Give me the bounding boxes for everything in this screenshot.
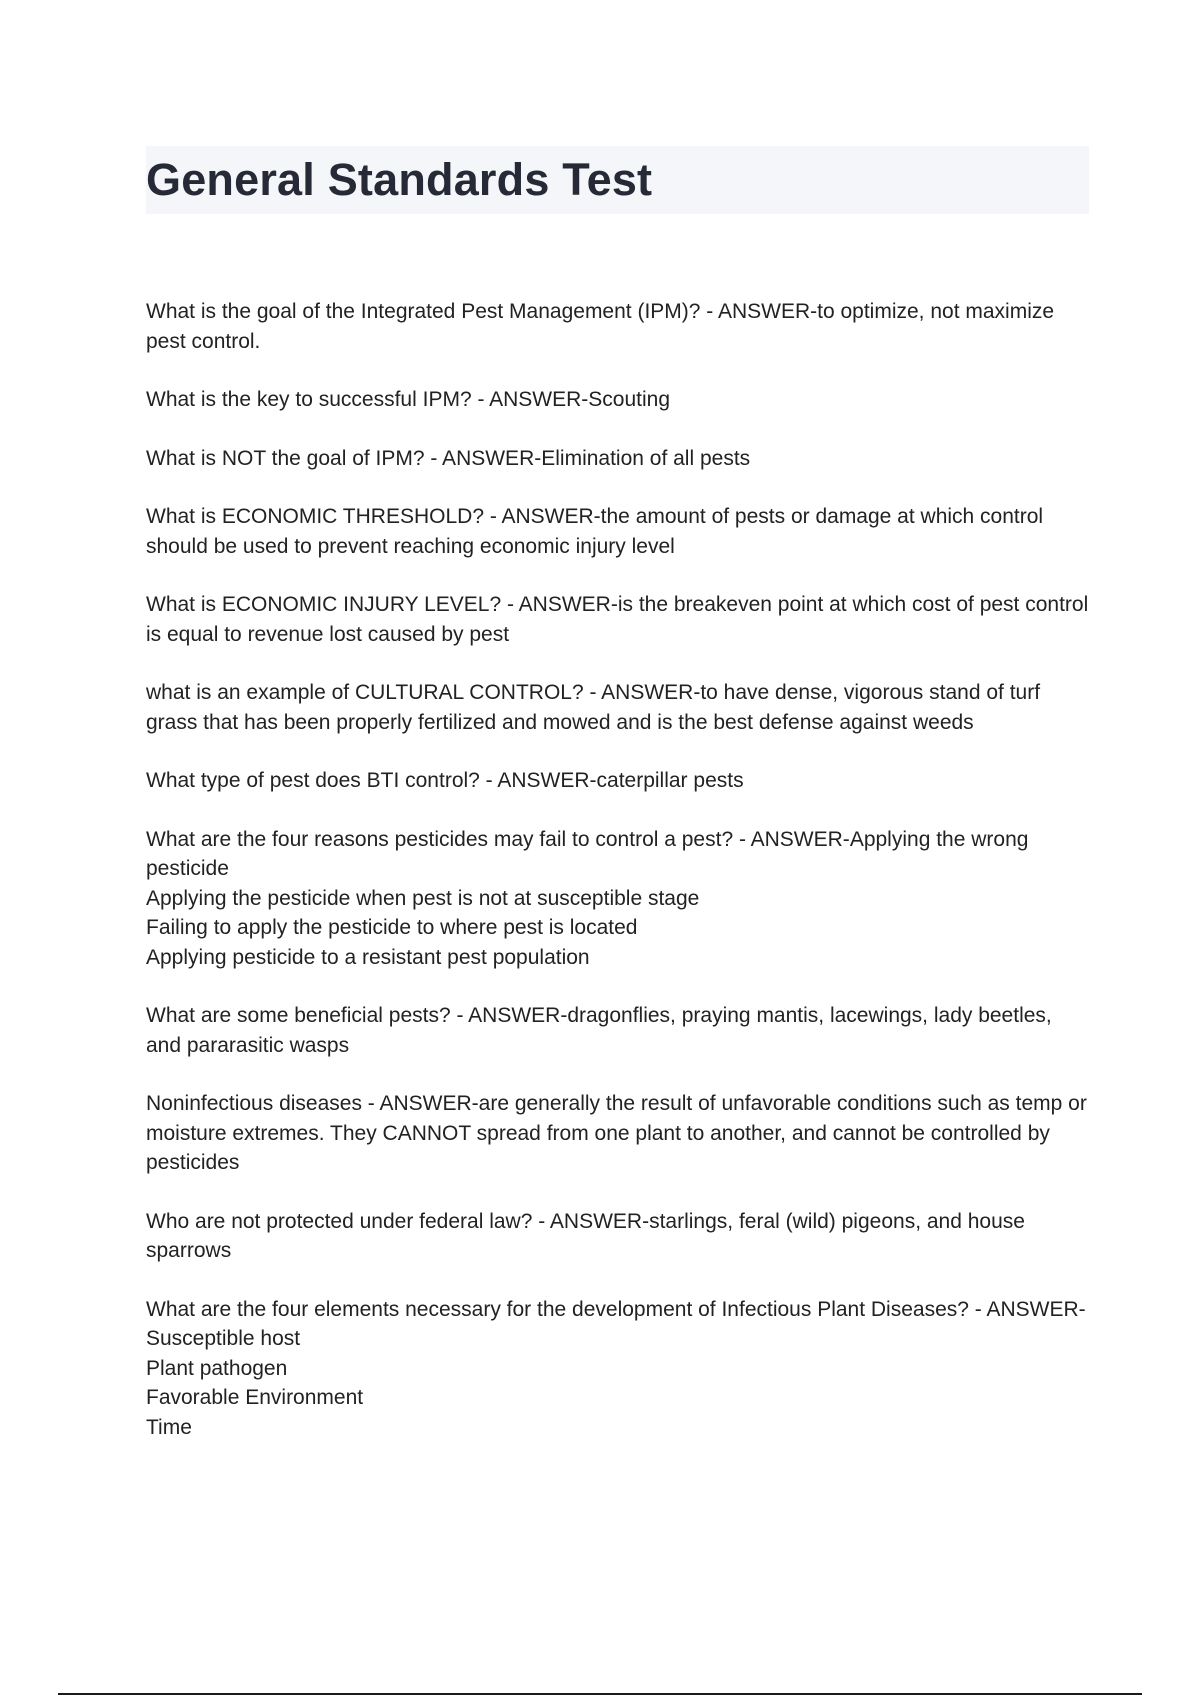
qa-item — [146, 297, 1089, 356]
question-text: What is ECONOMIC THRESHOLD? - ANSWER- — [146, 505, 601, 528]
answer-text: Favorable Environment — [146, 1386, 364, 1409]
answer-text: Susceptible host — [146, 1327, 301, 1350]
answer-text: Applying the pesticide when pest is not at susceptible stage — [146, 886, 700, 910]
question-text: What type of pest does BTI control? - ANSWER- — [146, 769, 597, 792]
answer-text: Elimination of all pests — [541, 446, 751, 470]
answer-text: Failing to apply the pesticide to where pest is located — [146, 916, 638, 939]
qa-item — [146, 444, 1089, 474]
qa-item — [146, 1089, 1089, 1178]
answer-text: Applying the wrong pesticide — [146, 827, 1029, 880]
qa-item — [146, 1001, 1089, 1060]
question-text: What are the four reasons pesticides may fail to control a pest? - ANSWER- — [146, 827, 850, 851]
qa-item — [146, 825, 1089, 973]
answer-text: Scouting — [588, 388, 671, 411]
qa-item — [146, 502, 1089, 561]
answer-text: dragonflies, praying mantis, lacewings, lady beetles, and pararasitic wasps — [146, 1004, 1052, 1057]
answer-text: Applying pesticide to a resistant pest population — [146, 945, 590, 969]
question-text: Who are not protected under federal law? - ANSWER- — [146, 1209, 650, 1233]
qa-list — [146, 297, 1089, 1471]
question-text: Noninfectious diseases - ANSWER- — [146, 1092, 479, 1115]
answer-text: is the breakeven point at which cost of pest control is equal to revenue lost caused by pest — [146, 593, 1089, 646]
question-text: what is an example of CULTURAL CONTROL? - ANSWER- — [146, 681, 701, 704]
answer-text: the amount of pests or damage at which control should be used to prevent reaching economic injury level — [146, 505, 1044, 558]
question-text: What is the goal of the Integrated Pest Management (IPM)? - ANSWER- — [146, 300, 818, 323]
question-text: What is the key to successful IPM? - ANSWER- — [146, 388, 589, 411]
qa-item — [146, 590, 1089, 649]
qa-item — [146, 766, 1089, 796]
page-title: General Standards Test — [146, 154, 653, 205]
qa-item — [146, 385, 1089, 415]
title-banner — [146, 146, 1089, 214]
answer-text: caterpillar pests — [596, 769, 744, 792]
answer-text: starlings, feral (wild) pigeons, and house sparrows — [146, 1209, 1025, 1262]
answer-text: Plant pathogen — [146, 1356, 288, 1380]
answer-text: to optimize, not maximize pest control. — [146, 300, 1055, 353]
question-text: What are some beneficial pests? - ANSWER- — [146, 1004, 568, 1027]
question-text: What is NOT the goal of IPM? - ANSWER- — [146, 446, 542, 470]
question-text: What are the four elements necessary for the development of Infectious Plant Diseases? - ANSWER- — [146, 1297, 1086, 1321]
qa-item — [146, 1295, 1089, 1443]
answer-text: to have dense, vigorous stand of turf grass that has been properly fertilized and mowed and is the best defense against weeds — [146, 681, 1041, 734]
qa-item — [146, 1207, 1089, 1266]
answer-text: are generally the result of unfavorable conditions such as temp or moisture extremes. They CANNOT spread from one plant to another, and cannot be controlled by pesticides — [146, 1092, 1087, 1174]
answer-text: Time — [146, 1415, 192, 1439]
qa-item — [146, 678, 1089, 737]
question-text: What is ECONOMIC INJURY LEVEL? - ANSWER- — [146, 593, 618, 616]
footer-divider — [58, 1693, 1142, 1695]
